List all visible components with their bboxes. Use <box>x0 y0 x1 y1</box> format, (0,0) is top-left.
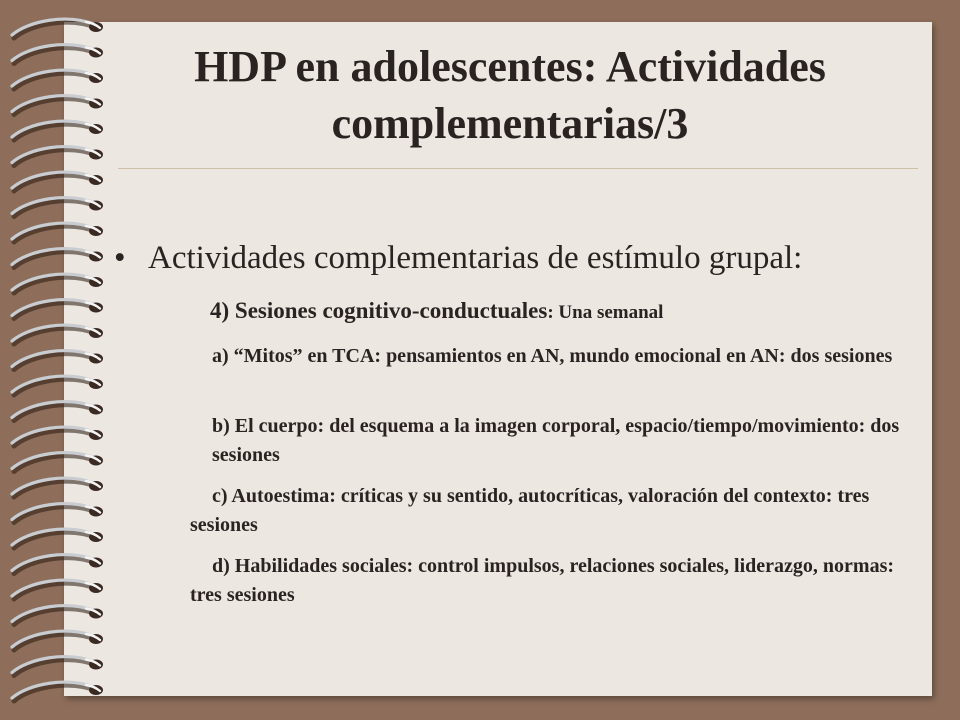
spiral-coil-icon <box>12 198 103 217</box>
spiral-coil-icon <box>12 121 103 140</box>
spiral-coil-icon <box>12 427 103 446</box>
spiral-coil-icon <box>12 606 103 625</box>
list-item: b) El cuerpo: del esquema a la imagen corporal, espacio/tiempo/movimiento: dos sesiones <box>212 415 900 466</box>
bullet-text: Actividades complementarias de estímulo grupal: <box>148 240 803 276</box>
spiral-coil-icon <box>12 376 103 395</box>
spiral-coil-icon <box>12 657 103 676</box>
spiral-coil-icon <box>12 402 103 421</box>
list-item: c) Autoestima: críticas y su sentido, autocríticas, valoración del contexto: tres sesiones <box>190 485 870 536</box>
spiral-coil-icon <box>12 504 103 523</box>
spiral-coil-icon <box>12 223 103 242</box>
bullet-icon: • <box>114 240 126 276</box>
title-divider <box>118 168 918 169</box>
spiral-coil-icon <box>12 45 103 64</box>
spiral-coil-icon <box>12 325 103 344</box>
spiral-coil-icon <box>12 453 103 472</box>
bullet-item <box>114 240 914 277</box>
slide-title: HDP en adolescentes: Actividades complementarias/3 <box>194 42 826 148</box>
spiral-coil-icon <box>12 300 103 319</box>
spiral-coil-icon <box>12 96 103 115</box>
spiral-coil-icon <box>12 172 103 191</box>
section-heading <box>210 296 663 327</box>
spiral-coil-icon <box>12 631 103 650</box>
spiral-coil-icon <box>12 19 103 38</box>
spiral-coil-icon <box>12 147 103 166</box>
spiral-coil-icon <box>12 274 103 293</box>
list-item: a) “Mitos” en TCA: pensamientos en AN, mundo emocional en AN: dos sesiones <box>212 345 893 367</box>
list-item: d) Habilidades sociales: control impulsos, relaciones sociales, liderazgo, normas: tres sesiones <box>190 555 895 606</box>
spiral-coil-icon <box>12 478 103 497</box>
spiral-coil-icon <box>12 249 103 268</box>
spiral-coil-icon <box>12 70 103 89</box>
spiral-coil-icon <box>12 351 103 370</box>
section-heading-rest: : Una semanal <box>547 302 664 323</box>
spiral-coil-icon <box>12 580 103 599</box>
spiral-coil-icon <box>12 555 103 574</box>
spiral-coil-icon <box>12 529 103 548</box>
section-heading-bold: 4) Sesiones cognitivo-conductuales <box>210 298 548 323</box>
spiral-coil-icon <box>12 682 103 701</box>
